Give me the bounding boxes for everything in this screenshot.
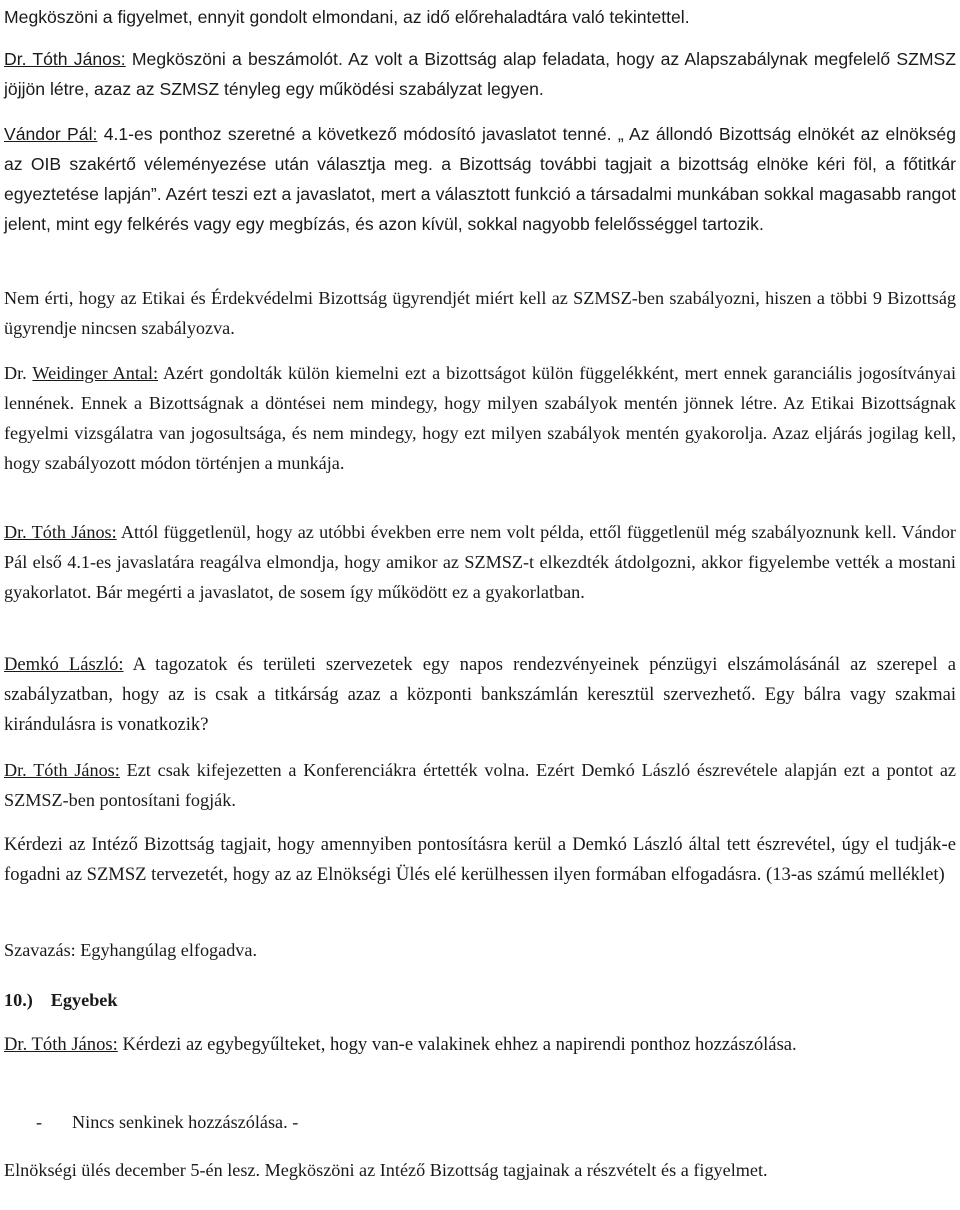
paragraph-text: 4.1-es ponthoz szeretné a következő módosító javaslatot tenné. „ Az állondó Bizottság elnökét az elnökség az OIB szakértő véleményezése után választja meg. a Bizottság további tagjait a bizottság elnöke kéri föl, a főtitkár egyeztetése lapján”. Azért teszi ezt a javaslatot, mert a választott funkció a társadalmi munkában sokkal magasabb rangot jelent, mint egy felkérés vagy egy megbízás, és azon kívül, sokkal nagyobb felelősséggel tartozik. — [4, 124, 956, 234]
list-dash: - — [36, 1112, 43, 1132]
paragraph-text: Azért gondolták külön kiemelni ezt a bizottságot külön függelékként, mert ennek garanciális jogosítványai lennének. Ennek a Bizottságnak a döntései nem mindegy, hogy milyen szabályok mentén jönnek létre. Az Etikai Bizottságnak fegyelmi vizsgálatra van jogosultsága, és nem mindegy, hogy ezt milyen szabályok mentén gyakorolja. Azaz eljárás jogilag kell, hogy szabályozott módon történjen a munkája. — [4, 363, 957, 473]
section-heading — [4, 985, 956, 1015]
paragraph-toth-conferences — [4, 755, 956, 815]
paragraph-text: Kérdezi az Intéző Bizottság tagjait, hogy amennyiben pontosításra kerül a Demkó László által tett észrevétel, úgy el tudják-e fogadni az SZMSZ tervezetét, hogy az az Elnökségi Ülés elé kerülhessen ilyen formában elfogadásra. (13-as számú melléklet) — [4, 834, 956, 885]
paragraph-ethics-committee — [4, 283, 956, 343]
paragraph-vote-result — [4, 935, 956, 965]
speaker-name: Dr. Tóth János: — [4, 522, 117, 542]
list-item-no-comments — [4, 1107, 956, 1137]
speaker-name: Demkó László: — [4, 654, 124, 675]
speaker-name: Weidinger Antal: — [32, 363, 159, 383]
speaker-name: Dr. Tóth János: — [4, 760, 120, 780]
paragraph-demko-question — [4, 650, 956, 740]
paragraph-text: Attól függetlenül, hogy az utóbbi években erre nem volt példa, ettől függetlenül még szabályoznunk kell. Vándor Pál első 4.1-es javaslatára reagálva elmondja, hogy amikor az SZMSZ-t elkezdték átdolgozni, akkor figyelembe vették a mostani gyakorlatot. Bár megérti a javaslatot, de sosem így működött ez a gyakorlatban. — [4, 522, 956, 602]
speaker-name: Dr. Tóth János: — [4, 49, 126, 69]
paragraph-closing-thanks — [4, 2, 956, 32]
paragraph-next-meeting — [4, 1155, 956, 1185]
paragraph-text: Szavazás: Egyhangúlag elfogadva. — [4, 940, 258, 960]
speaker-prefix: Dr. — [4, 363, 27, 383]
paragraph-text: Kérdezi az egybegyűlteket, hogy van-e valakinek ehhez a napirendi ponthoz hozzászólása. — [117, 1034, 797, 1055]
paragraph-text: Megköszöni a beszámolót. Az volt a Bizottság alap feladata, hogy az Alapszabálynak megfelelő SZMSZ jöjjön létre, azaz az SZMSZ tényleg egy működési szabályzat legyen. — [4, 49, 956, 99]
speaker-name: Vándor Pál: — [4, 124, 98, 144]
paragraph-vote-request — [4, 830, 956, 890]
paragraph-text: Nincs senkinek hozzászólása. - — [72, 1112, 299, 1132]
paragraph-text: Elnökségi ülés december 5-én lesz. Megköszöni az Intéző Bizottság tagjainak a részvételt és a figyelmet. — [4, 1160, 768, 1180]
paragraph-vandor-proposal — [4, 119, 956, 239]
paragraph-text: A tagozatok és területi szervezetek egy napos rendezvényeinek pénzügyi elszámolásánál az szerepel a szabályzatban, hogy az is csak a titkárság azaz a központi bankszámlán keresztül szervezhető. Egy bálra vagy szakmai kirándulásra is vonatkozik? — [4, 654, 956, 735]
paragraph-weidinger — [4, 358, 956, 478]
section-title: Egyebek — [50, 990, 118, 1010]
paragraph-text: Ezt csak kifejezetten a Konferenciákra értették volna. Ezért Demkó László észrevétele alapján ezt a pontot az SZMSZ-ben pontosítani fogják. — [4, 760, 956, 810]
section-number: 10.) — [4, 990, 33, 1010]
paragraph-text: Megköszöni a figyelmet, ennyit gondolt elmondani, az idő előrehaladtára való tekintettel. — [4, 7, 690, 27]
paragraph-toth-any-comments — [4, 1030, 956, 1060]
paragraph-toth-practice — [4, 517, 956, 607]
paragraph-text: Nem érti, hogy az Etikai és Érdekvédelmi Bizottság ügyrendjét miért kell az SZMSZ-ben szabályozni, hiszen a többi 9 Bizottság ügyrendje nincsen szabályozva. — [4, 288, 956, 338]
paragraph-toth-report — [4, 44, 956, 104]
speaker-name: Dr. Tóth János: — [4, 1034, 118, 1055]
